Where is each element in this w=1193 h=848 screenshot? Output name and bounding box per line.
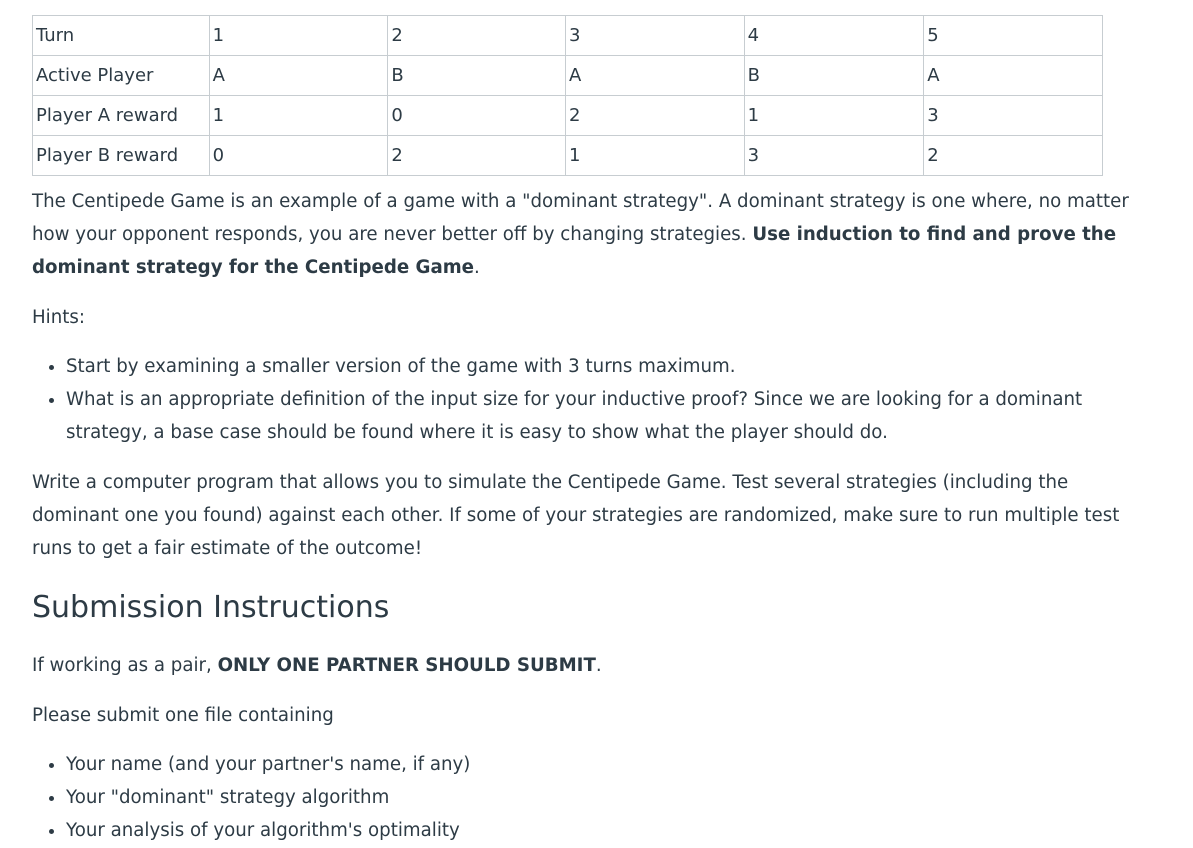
list-item: • Your analysis of your algorithm's optimality	[66, 814, 1132, 847]
list-item: • Your name (and your partner's name, if any)	[66, 748, 1132, 781]
list-item: • Your "dominant" strategy algorithm	[66, 781, 1132, 814]
table-cell: 3	[565, 16, 744, 56]
table-cell: A	[565, 56, 744, 96]
table-row-turn	[33, 16, 1103, 56]
table-cell: 1	[209, 16, 388, 56]
table-cell: 3	[924, 96, 1103, 136]
table-cell: A	[209, 56, 388, 96]
table-cell: 2	[565, 96, 744, 136]
table-cell: 2	[388, 136, 566, 176]
table-cell: 1	[209, 96, 388, 136]
table-cell: 1	[744, 96, 924, 136]
table-row-player-a-reward	[33, 96, 1103, 136]
table-cell: 0	[209, 136, 388, 176]
hints-list	[32, 350, 1132, 449]
intro-text: The Centipede Game is an example of a game with a "dominant strategy". A dominant strategy is one where, no matter how your opponent responds, you are never better off by changing strategies.	[32, 191, 1129, 245]
row-label: Player A reward	[33, 96, 210, 136]
row-label: Turn	[33, 16, 210, 56]
table-cell: 0	[388, 96, 566, 136]
table-row-active-player	[33, 56, 1103, 96]
submit-instruction: Please submit one file containing	[32, 705, 334, 726]
intro-bold-instruction: Use induction to find and prove the dominant strategy for the Centipede Game	[32, 224, 1117, 278]
deliverables-list	[32, 748, 1132, 847]
table-row-player-b-reward	[33, 136, 1103, 176]
list-item: • Start by examining a smaller version of the game with 3 turns maximum.	[66, 350, 1132, 383]
table-cell: 2	[388, 16, 566, 56]
table-cell: B	[744, 56, 924, 96]
program-paragraph: Write a computer program that allows you to simulate the Centipede Game. Test several strategies (including the dominant one you found) against each other. If some of your strategies are randomized, make sure to run multiple test runs to get a fair estimate of the outcome!	[32, 472, 1120, 559]
table-cell: 4	[744, 16, 924, 56]
pair-note-prefix: If working as a pair,	[32, 655, 218, 676]
table-cell: B	[388, 56, 566, 96]
list-item: • What is an appropriate definition of the input size for your inductive proof? Since we are looking for a dominant strategy, a base case should be found where it is easy to show what the player should do.	[66, 383, 1132, 449]
intro-end: .	[474, 257, 480, 278]
submission-heading: Submission Instructions	[32, 590, 390, 625]
table-cell: 5	[924, 16, 1103, 56]
assignment-content	[32, 15, 1132, 847]
pair-note	[32, 649, 1132, 682]
row-label: Player B reward	[33, 136, 210, 176]
pair-note-bold: ONLY ONE PARTNER SHOULD SUBMIT	[217, 655, 596, 676]
pair-note-end: .	[595, 655, 602, 676]
table-cell: 1	[565, 136, 744, 176]
centipede-game-table	[32, 15, 1103, 176]
table-cell: 3	[744, 136, 924, 176]
intro-paragraph	[32, 185, 1132, 284]
table-cell: 2	[924, 136, 1103, 176]
hints-label: Hints:	[32, 307, 85, 328]
table-cell: A	[924, 56, 1103, 96]
row-label: Active Player	[33, 56, 210, 96]
